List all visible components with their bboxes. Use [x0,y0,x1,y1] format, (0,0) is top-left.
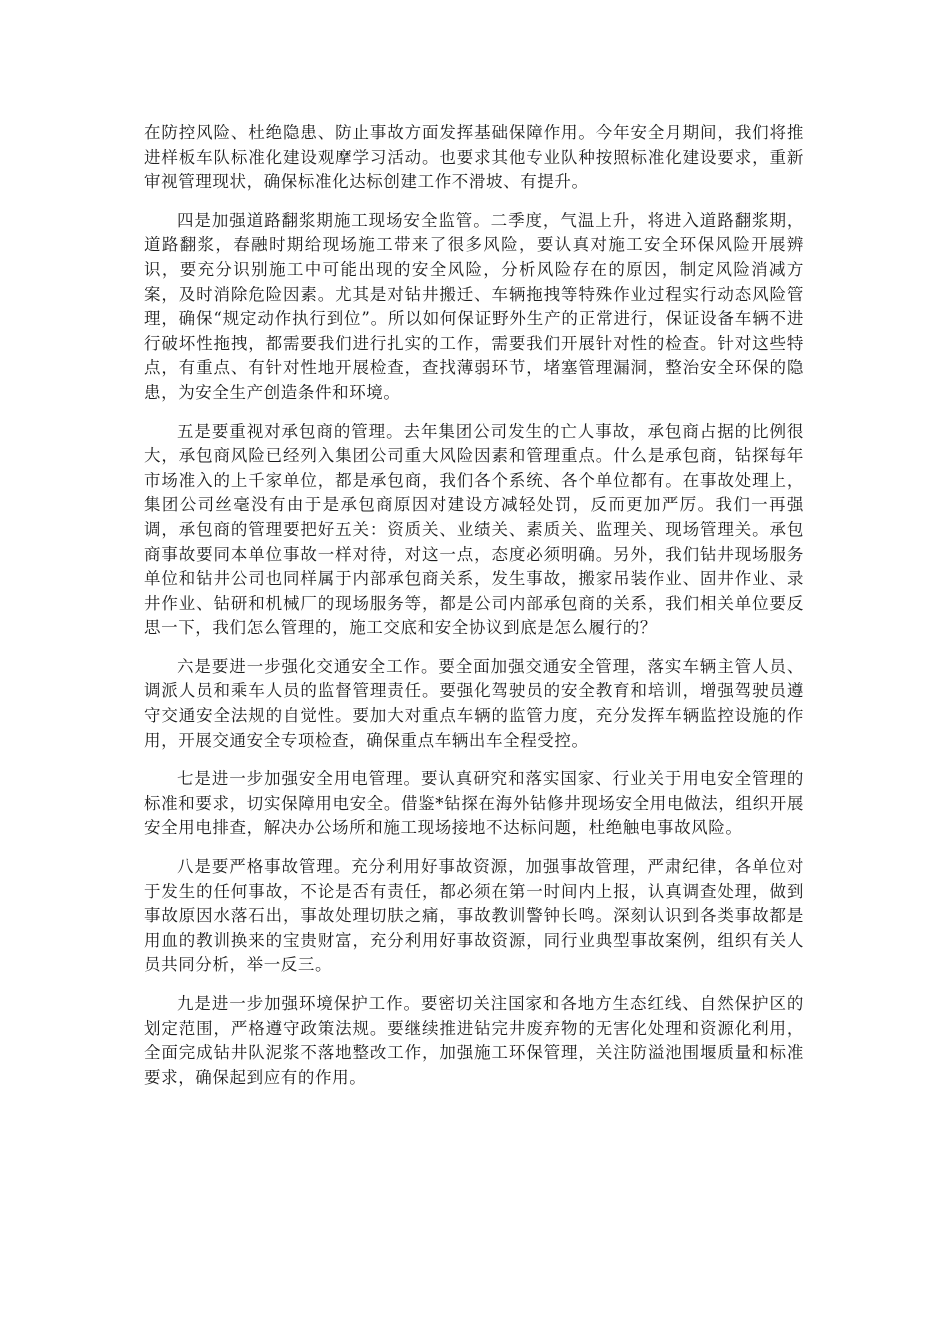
document-body [144,121,804,1104]
paragraph-item-5: 五是要重视对承包商的管理。去年集团公司发生的亡人事故，承包商占据的比例很大，承包商风险已经列入集团公司重大风险因素和管理重点。什么是承包商，钻探每年市场准入的上千家单位，都是承包商，我们各个系统、各个单位都有。在事故处理上，集团公司丝毫没有由于是承包商原因对建设方减轻处罚，反而更加严厉。我们一再强调，承包商的管理要把好五关：资质关、业绩关、素质关、监理关、现场管理关。承包商事故要同本单位事故一样对待，对这一点，态度必须明确。另外，我们钻井现场服务单位和钻井公司也同样属于内部承包商关系，发生事故，搬家吊装作业、固井作业、录井作业、钻研和机械厂的现场服务等，都是公司内部承包商的关系，我们相关单位要反思一下，我们怎么管理的，施工交底和安全协议到底是怎么履行的？ [144,421,804,638]
paragraph-continuation: 在防控风险、杜绝隐患、防止事故方面发挥基础保障作用。今年安全月期间，我们将推进样板车队标准化建设观摩学习活动。也要求其他专业队种按照标准化建设要求，重新审视管理现状，确保标准化达标创建工作不滑坡、有提升。 [144,123,804,192]
paragraph-item-7: 七是进一步加强安全用电管理。要认真研究和落实国家、行业关于用电安全管理的标准和要求，切实保障用电安全。借鉴*钻探在海外钻修井现场安全用电做法，组织开展安全用电排查，解决办公场所和施工现场接地不达标问题，杜绝触电事故风险。 [144,769,804,838]
paragraph-item-8: 八是要严格事故管理。充分利用好事故资源，加强事故管理，严肃纪律，各单位对于发生的任何事故，不论是否有责任，都必须在第一时间内上报，认真调查处理，做到事故原因水落石出，事故处理切肤之痛，事故教训警钟长鸣。深刻认识到各类事故都是用血的教训换来的宝贵财富，充分利用好事故资源，同行业典型事故案例，组织有关人员共同分析，举一反三。 [144,857,804,975]
paragraph-item-4: 四是加强道路翻浆期施工现场安全监管。二季度，气温上升，将进入道路翻浆期，道路翻浆，春融时期给现场施工带来了很多风险，要认真对施工安全环保风险开展辨识，要充分识别施工中可能出现的安全风险，分析风险存在的原因，制定风险消减方案，及时消除危险因素。尤其是对钻井搬迁、车辆拖拽等特殊作业过程实行动态风险管理，确保“规定动作执行到位”。所以如何保证野外生产的正常进行，保证设备车辆不进行破坏性拖拽，都需要我们进行扎实的工作，需要我们开展针对性的检查。针对这些特点，有重点、有针对性地开展检查，查找薄弱环节，堵塞管理漏洞，整治安全环保的隐患，为安全生产创造条件和环境。 [144,210,804,402]
paragraph-item-9: 九是进一步加强环境保护工作。要密切关注国家和各地方生态红线、自然保护区的划定范围，严格遵守政策法规。要继续推进钻完井废弃物的无害化处理和资源化利用，全面完成钻井队泥浆不落地整改工作，加强施工环保管理，关注防溢池围堰质量和标准要求，确保起到应有的作用。 [144,994,804,1087]
paragraph-item-6: 六是要进一步强化交通安全工作。要全面加强交通安全管理，落实车辆主管人员、调派人员和乘车人员的监督管理责任。要强化驾驶员的安全教育和培训，增强驾驶员遵守交通安全法规的自觉性。要加大对重点车辆的监管力度，充分发挥车辆监控设施的作用，开展交通安全专项检查，确保重点车辆出车全程受控。 [144,656,804,750]
